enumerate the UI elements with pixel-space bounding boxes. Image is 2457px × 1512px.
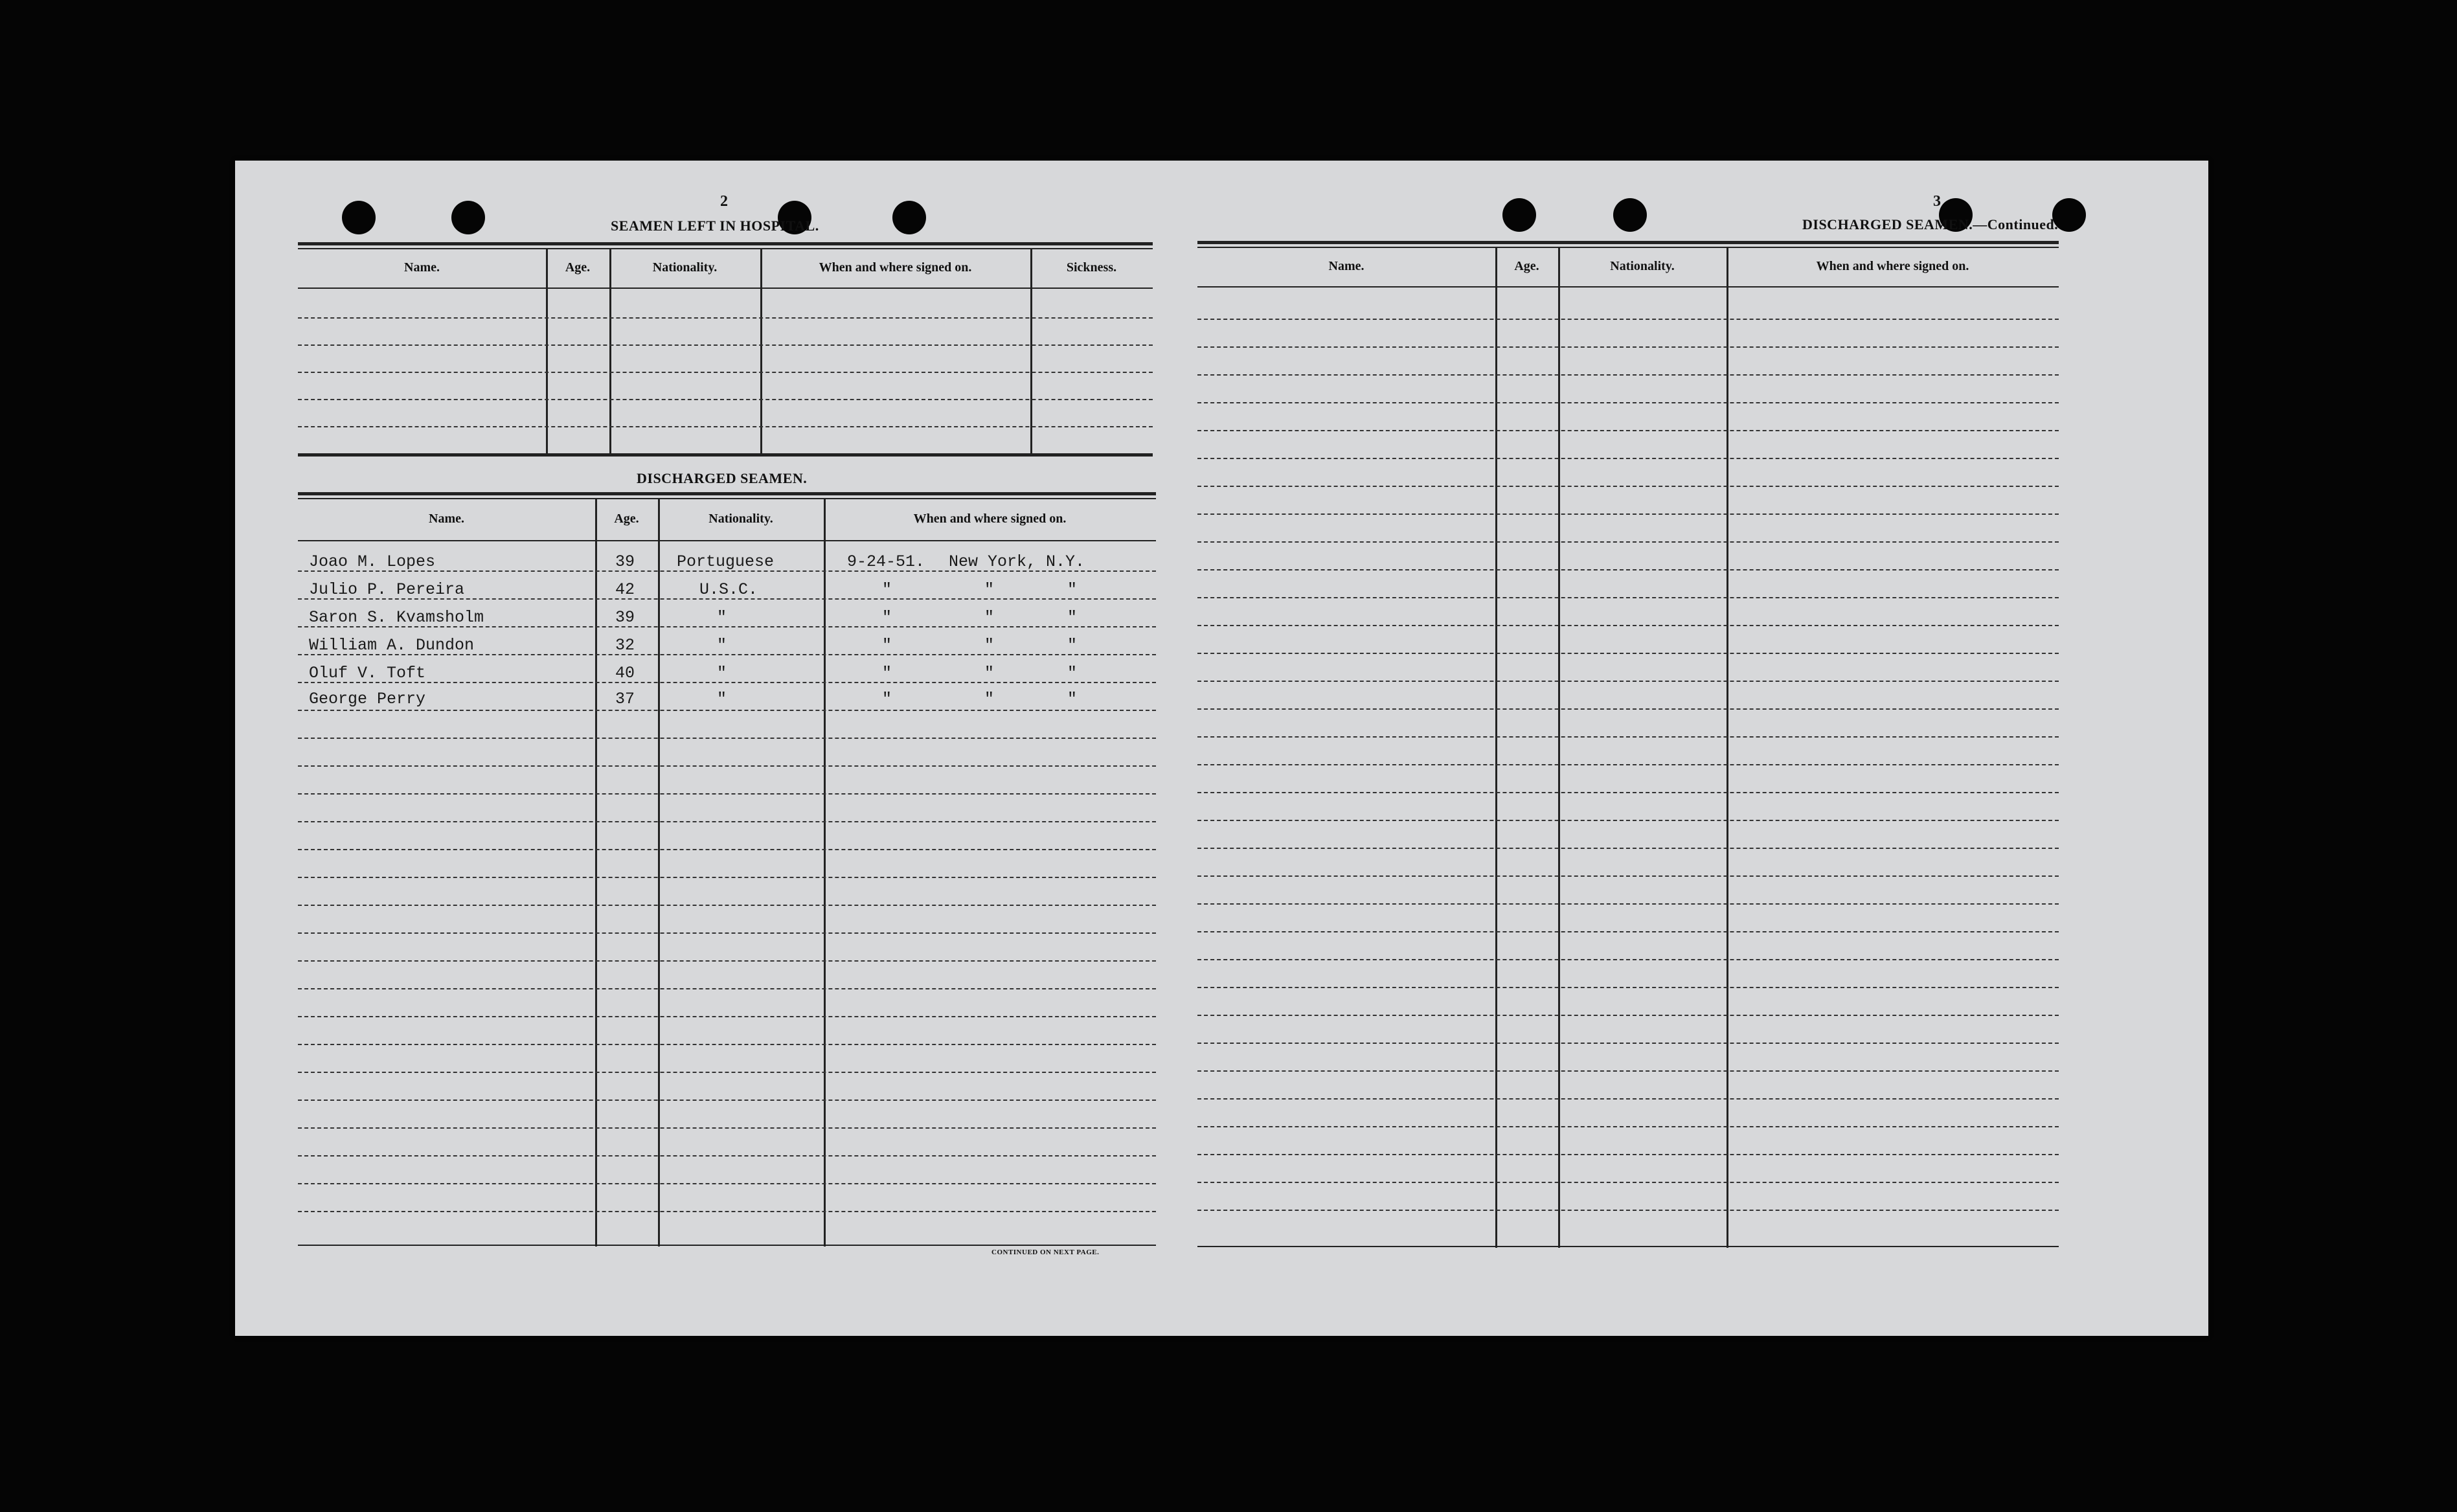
left-page bbox=[235, 161, 1181, 1336]
seaman-age: 39 bbox=[615, 552, 635, 571]
header-sickness: Sickness. bbox=[1066, 260, 1117, 275]
discharged-section-title: DISCHARGED SEAMEN. bbox=[637, 470, 808, 486]
signed-on-date: " bbox=[882, 608, 892, 627]
header-nationality: Nationality. bbox=[652, 260, 718, 275]
seaman-nationality: " bbox=[717, 608, 727, 627]
seaman-name: George Perry bbox=[309, 690, 426, 708]
signed-on-place: " bbox=[1067, 608, 1078, 627]
document-sheet bbox=[235, 161, 2208, 1336]
header-when-where: When and where signed on. bbox=[913, 512, 1067, 526]
signed-on-date: 9-24-51. bbox=[847, 552, 925, 571]
signed-on-place: " bbox=[984, 636, 995, 655]
seaman-age: 42 bbox=[615, 580, 635, 599]
punch-hole bbox=[1502, 198, 1536, 232]
header-name: Name. bbox=[429, 512, 464, 526]
signed-on-place: " bbox=[1067, 636, 1078, 655]
signed-on-date: " bbox=[882, 690, 892, 708]
signed-on-place: " bbox=[984, 580, 995, 599]
seaman-age: 40 bbox=[615, 664, 635, 683]
seaman-nationality: " bbox=[717, 664, 727, 683]
seaman-age: 39 bbox=[615, 608, 635, 627]
punch-hole bbox=[342, 201, 376, 234]
header-age: Age. bbox=[565, 260, 591, 275]
signed-on-place: " bbox=[984, 664, 995, 683]
seaman-name: William A. Dundon bbox=[309, 636, 475, 655]
seaman-nationality: Portuguese bbox=[677, 552, 775, 571]
signed-on-place: " bbox=[1067, 664, 1078, 683]
seaman-name: Oluf V. Toft bbox=[309, 664, 426, 683]
seaman-name: Julio P. Pereira bbox=[309, 580, 465, 599]
page-number: 2 bbox=[720, 193, 728, 210]
signed-on-place: " bbox=[1067, 690, 1078, 708]
page-title: DISCHARGED SEAMEN.—Continued. bbox=[1802, 216, 2059, 232]
seaman-nationality: " bbox=[717, 636, 727, 655]
seaman-name: Joao M. Lopes bbox=[309, 552, 436, 571]
discharged-continued-table bbox=[1197, 241, 2059, 1251]
signed-on-place: " bbox=[1067, 580, 1078, 599]
hospital-table bbox=[298, 242, 1153, 460]
punch-hole bbox=[451, 201, 485, 234]
right-page bbox=[1213, 161, 2208, 1336]
header-when-where: When and where signed on. bbox=[1816, 259, 1969, 273]
signed-on-date: " bbox=[882, 636, 892, 655]
discharged-table bbox=[298, 492, 1156, 1250]
signed-on-date: " bbox=[882, 664, 892, 683]
header-nationality: Nationality. bbox=[1610, 259, 1675, 273]
header-age: Age. bbox=[1514, 259, 1539, 273]
header-age: Age. bbox=[614, 512, 639, 526]
header-name: Name. bbox=[404, 260, 440, 275]
signed-on-place: " bbox=[984, 608, 995, 627]
signed-on-place: " bbox=[984, 690, 995, 708]
punch-hole bbox=[892, 201, 926, 234]
signed-on-place: New York, N.Y. bbox=[949, 552, 1085, 571]
header-when-where: When and where signed on. bbox=[819, 260, 972, 275]
signed-on-date: " bbox=[882, 580, 892, 599]
page-number: 3 bbox=[1933, 193, 1941, 210]
seaman-age: 37 bbox=[615, 690, 635, 708]
header-nationality: Nationality. bbox=[708, 512, 773, 526]
continued-note: CONTINUED ON NEXT PAGE. bbox=[991, 1248, 1100, 1256]
header-name: Name. bbox=[1328, 259, 1364, 273]
seaman-nationality: U.S.C. bbox=[699, 580, 758, 599]
hospital-section-title: SEAMEN LEFT IN HOSPITAL. bbox=[611, 218, 819, 234]
seaman-name: Saron S. Kvamsholm bbox=[309, 608, 484, 627]
punch-hole bbox=[1613, 198, 1647, 232]
seaman-age: 32 bbox=[615, 636, 635, 655]
seaman-nationality: " bbox=[717, 690, 727, 708]
